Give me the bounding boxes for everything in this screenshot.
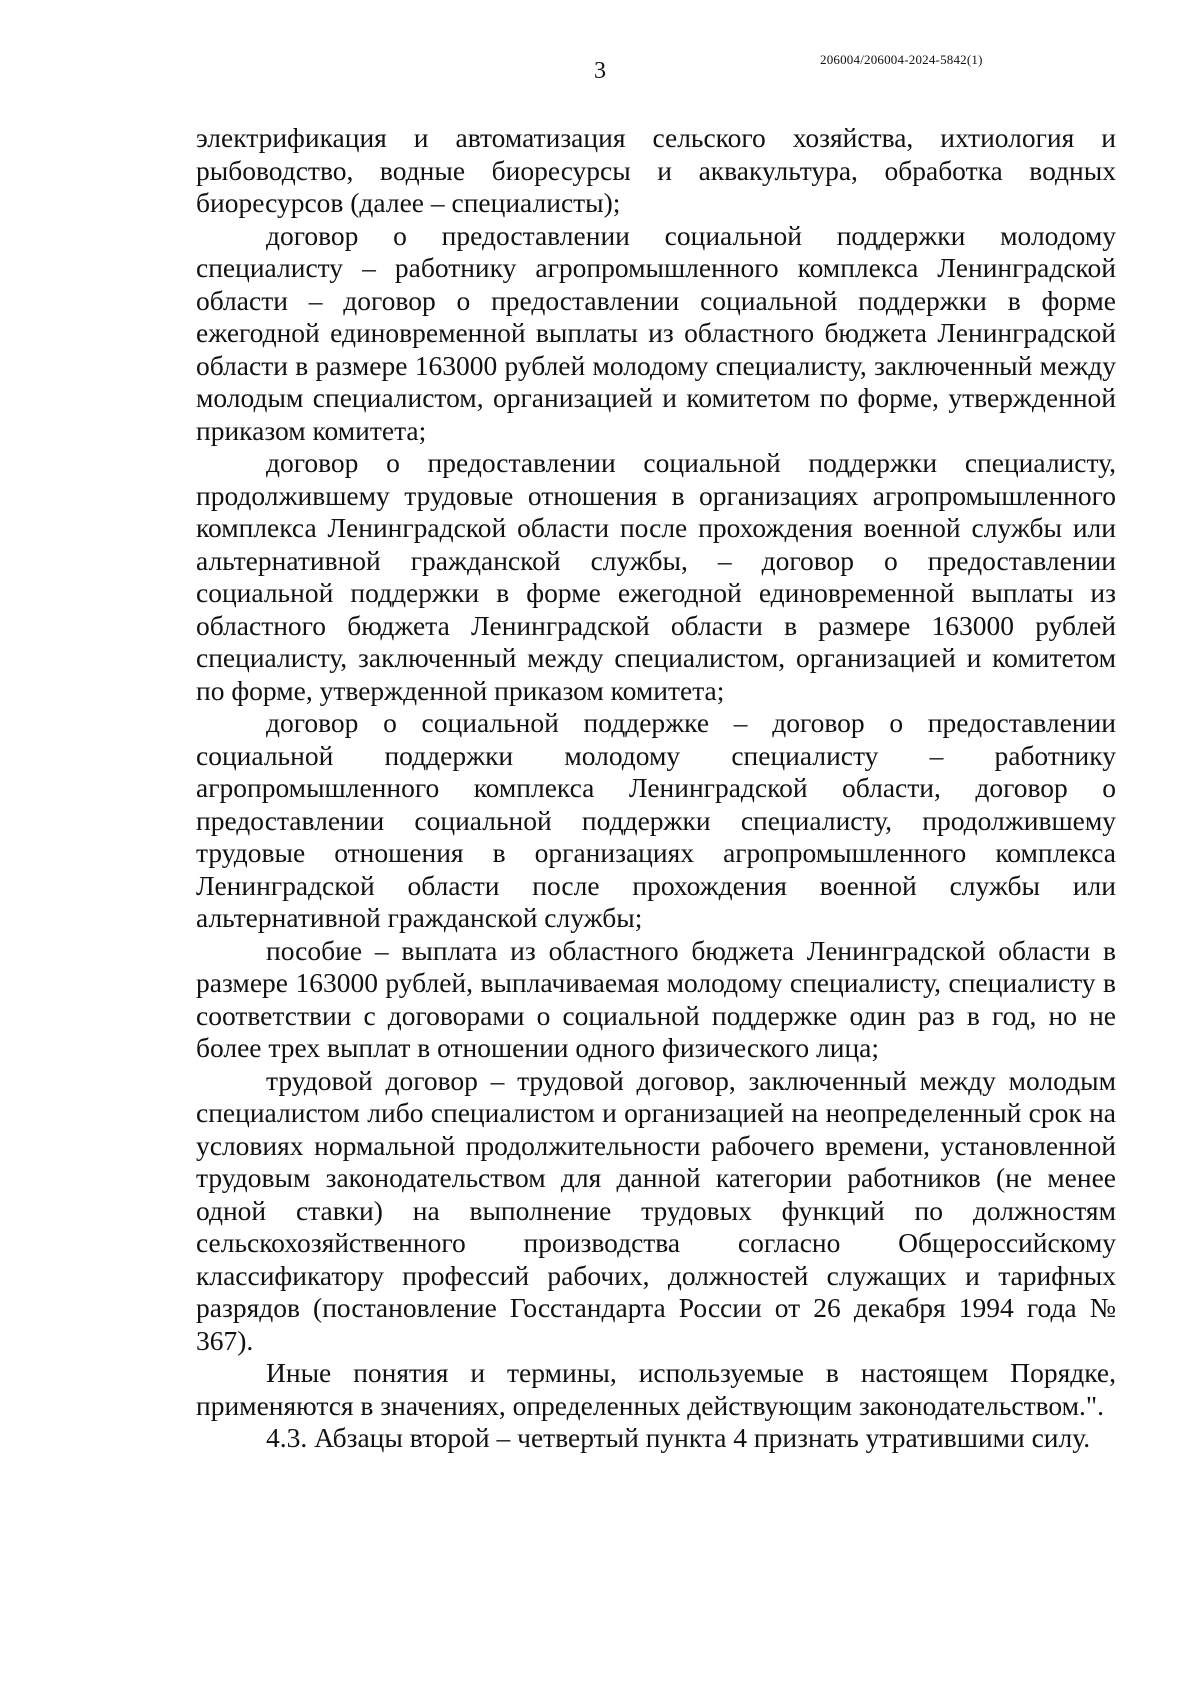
paragraph-clause-4-3: 4.3. Абзацы второй – четвертый пункта 4 признать утратившими силу. [266,1422,1091,1453]
paragraph-definition-social-support-contract: договор о социальной поддержке – договор о предоставлении социальной поддержки молодому специалисту – работнику агропромышленного комплекса Ленинградской области, договор о предоставлении социальной поддержки специалисту, продолжившему трудовые отношения в организациях агропромышленного комплекса Ленинградской области после прохождения военной службы или альтернативной гражданской службы; [196,707,1116,933]
paragraph-continuation: электрификация и автоматизация сельского хозяйства, ихтиология и рыбоводство, водные биоресурсы и аквакультура, обработка водных биоресурсов (далее – специалисты); [196,122,1116,218]
document-body [196,122,1116,1455]
paragraph-definition-labor-contract: трудовой договор – трудовой договор, заключенный между молодым специалистом либо специалистом и организацией на неопределенный срок на условиях нормальной продолжительности рабочего времени, установленной трудовым законодательством для данной категории работников (не менее одной ставки) на выполнение трудовых функций по должностям сельскохозяйственного производства согласно Общероссийскому классификатору профессий рабочих, должностей служащих и тарифных разрядов (постановление Госстандарта России от 26 декабря 1994 года № 367). [196,1064,1116,1356]
paragraph-other-terms: Иные понятия и термины, используемые в настоящем Порядке, применяются в значениях, определенных действующим законодательством.". [196,1357,1116,1421]
page-number: 3 [594,58,606,84]
document-registration-number: 206004/206004-2024-5842(1) [820,52,983,67]
paragraph-definition-allowance: пособие – выплата из областного бюджета Ленинградской области в размере 163000 рублей, выплачиваемая молодому специалисту, специалисту в соответствии с договорами о социальной поддержке один раз в год, но не более трех выплат в отношении одного физического лица; [196,934,1116,1063]
paragraph-definition-contract-specialist: договор о предоставлении социальной поддержки специалисту, продолжившему трудовые отношения в организациях агропромышленного комплекса Ленинградской области после прохождения военной службы или альтернативной гражданской службы, – договор о предоставлении социальной поддержки в форме ежегодной единовременной выплаты из областного бюджета Ленинградской области в размере 163000 рублей специалисту, заключенный между специалистом, организацией и комитетом по форме, утвержденной приказом комитета; [196,447,1116,706]
paragraph-definition-contract-young-specialist: договор о предоставлении социальной поддержки молодому специалисту – работнику агропромышленного комплекса Ленинградской области – договор о предоставлении социальной поддержки в форме ежегодной единовременной выплаты из областного бюджета Ленинградской области в размере 163000 рублей молодому специалисту, заключенный между молодым специалистом, организацией и комитетом по форме, утвержденной приказом комитета; [196,219,1116,446]
